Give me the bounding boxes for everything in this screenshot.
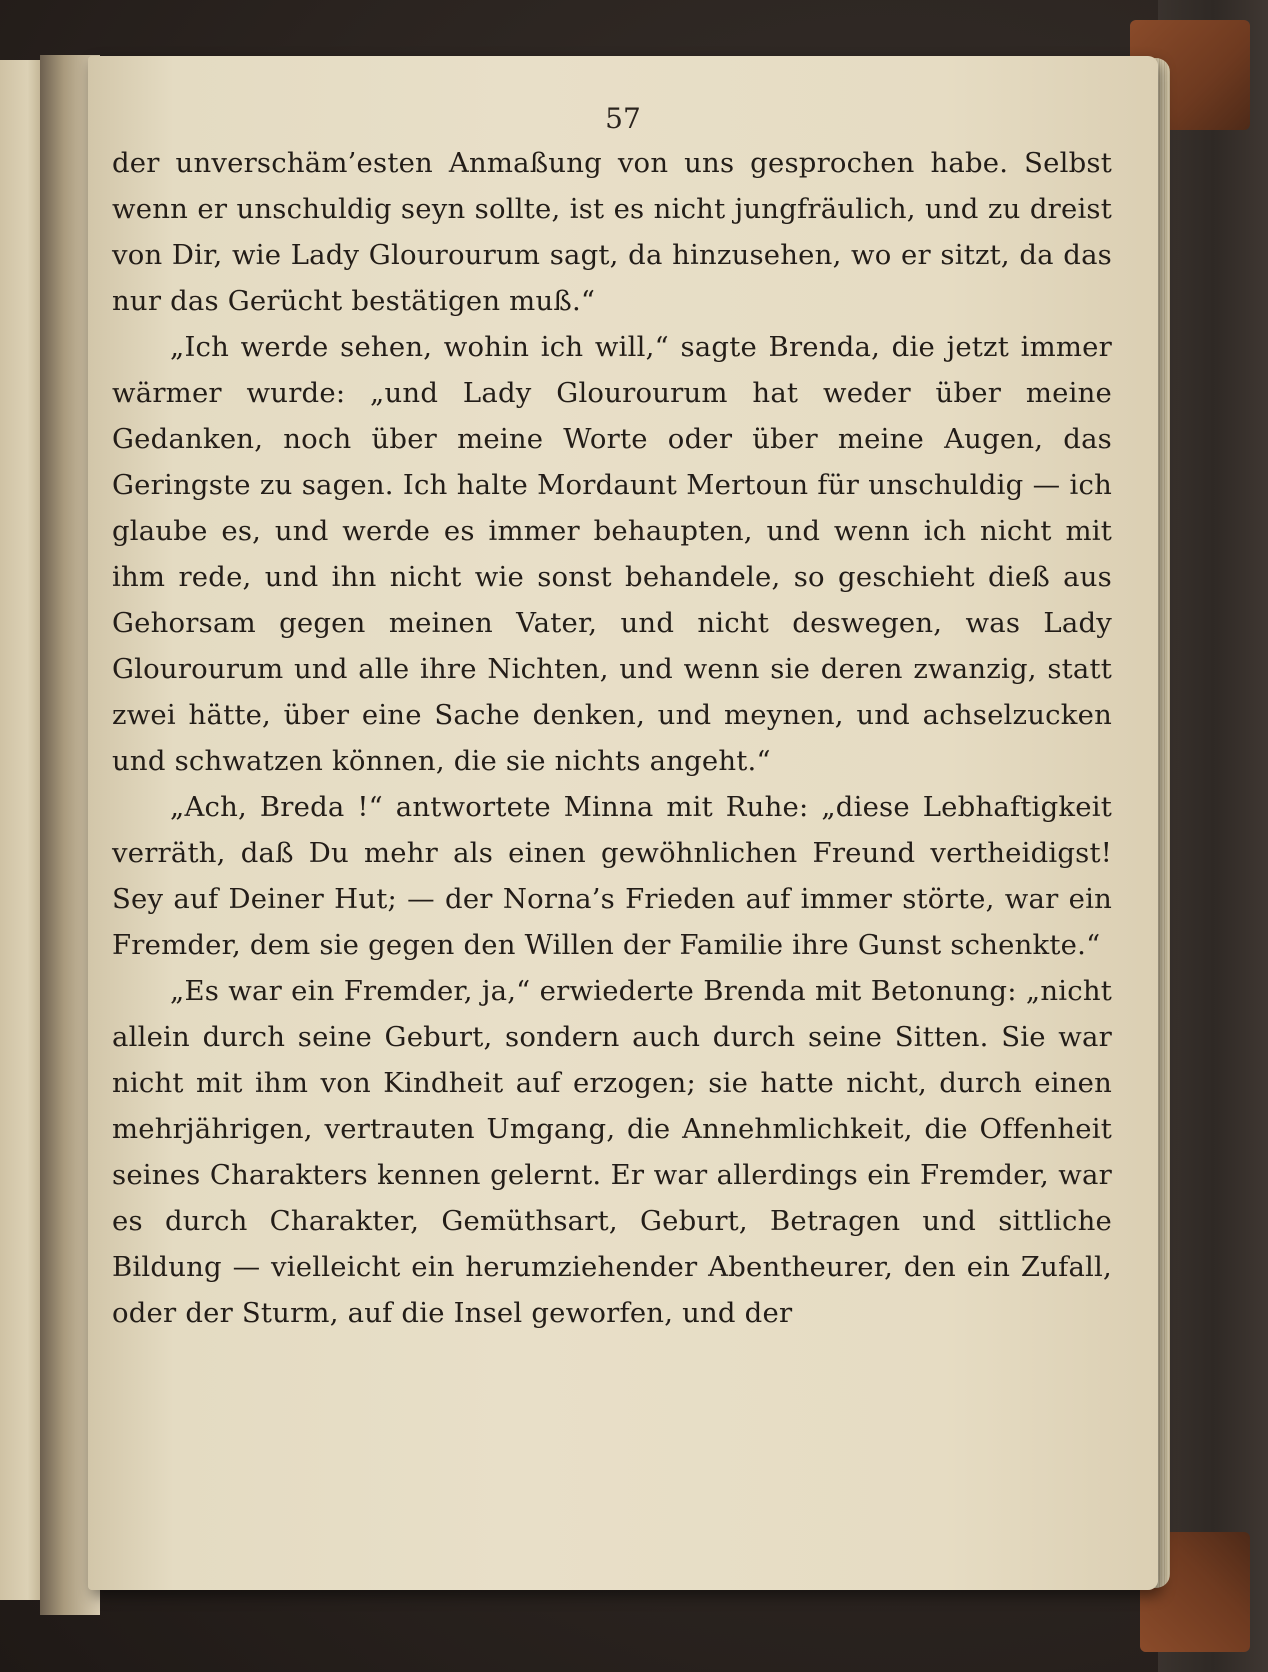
page-text	[112, 140, 1112, 1336]
paragraph-4: „Es war ein Fremder, ja,“ erwiederte Brenda mit Betonung: „nicht allein durch seine Geburt, sondern auch durch seine Sitten. Sie war nicht mit ihm von Kindheit auf erzogen; sie hatte nicht, durch einen mehrjährigen, vertrauten Umgang, die Annehmlichkeit, die Offenheit seines Charakters kennen gelernt. Er war allerdings ein Fremder, war es durch Charakter, Gemüthsart, Geburt, Betragen und sittliche Bildung — vielleicht ein herumziehender Abentheurer, den ein Zufall, oder der Sturm, auf die Insel geworfen, und der	[112, 975, 1112, 1329]
paragraph-2: „Ich werde sehen, wohin ich will,“ sagte Brenda, die jetzt immer wärmer wurde: „und Lady Glourourum hat weder über meine Gedanken, noch über meine Worte oder über meine Augen, das Geringste zu sagen. Ich halte Mordaunt Mertoun für unschuldig — ich glaube es, und werde es immer behaupten, und wenn ich nicht mit ihm rede, und ihn nicht wie sonst behandele, so geschieht dieß aus Gehorsam gegen meinen Vater, und nicht deswegen, was Lady Glourourum und alle ihre Nichten, und wenn sie deren zwanzig, statt zwei hätte, über eine Sache denken, und meynen, und achselzucken und schwatzen können, die sie nichts angeht.“	[112, 331, 1112, 777]
paragraph-1: der unverschäm’esten Anmaßung von uns gesprochen habe. Selbst wenn er unschuldig seyn sollte, ist es nicht jungfräulich, und zu dreist von Dir, wie Lady Glourourum sagt, da hinzusehen, wo er sitzt, da das nur das Gerücht bestätigen muß.“	[112, 147, 1112, 317]
book-page	[88, 56, 1158, 1590]
cover-leather	[1158, 0, 1268, 1672]
page-number: 57	[605, 102, 641, 135]
paragraph-3: „Ach, Breda !“ antwortete Minna mit Ruhe: „diese Lebhaftigkeit verräth, daß Du mehr als einen gewöhnlichen Freund vertheidigst! Sey auf Deiner Hut; — der Norna’s Frieden auf immer störte, war ein Fremder, dem sie gegen den Willen der Familie ihre Gunst schenkte.“	[112, 791, 1112, 961]
